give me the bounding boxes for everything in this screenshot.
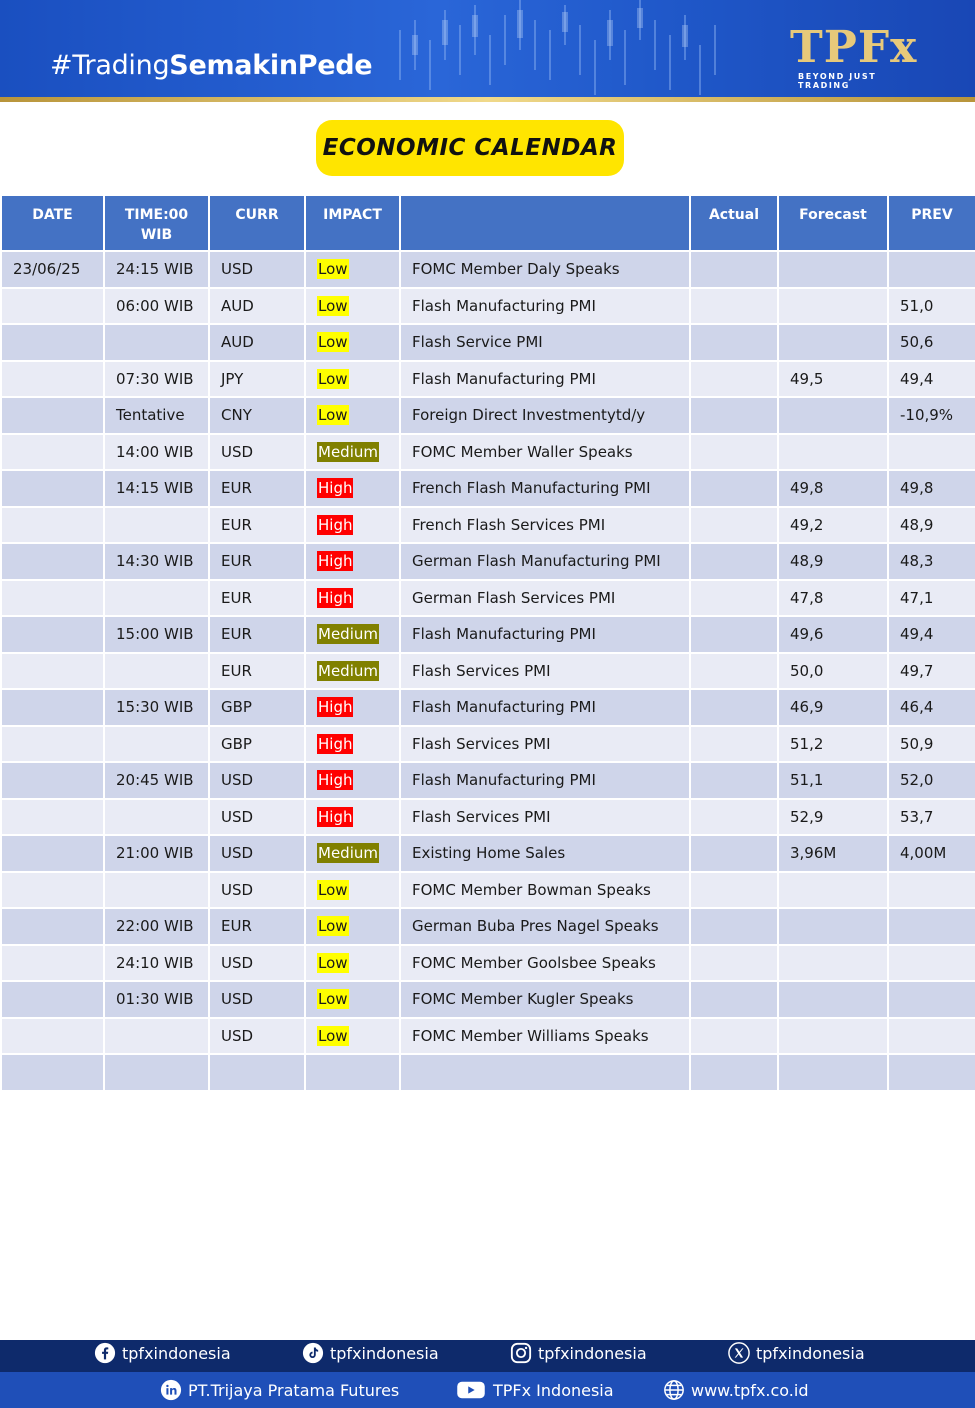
- cell-curr: USD: [209, 434, 305, 471]
- cell-impact: [305, 507, 400, 544]
- cell-event: Foreign Direct Investmentytd/y: [400, 397, 690, 434]
- cell-date: [1, 726, 104, 763]
- cell-time: 24:15 WIB: [104, 251, 209, 288]
- cell-prev: -10,9%: [888, 397, 975, 434]
- cell-time: Tentative: [104, 397, 209, 434]
- cell-prev: [888, 908, 975, 945]
- cell-prev: 48,9: [888, 507, 975, 544]
- logo-tagline: BEYOND JUST TRADING: [798, 72, 877, 90]
- impact-badge: Medium: [318, 442, 378, 461]
- table-body: [1, 251, 975, 1091]
- x-label: tpfxindonesia: [756, 1343, 865, 1363]
- impact-badge: High: [318, 807, 353, 826]
- table-header-row: [1, 195, 975, 251]
- cell-actual: [690, 835, 778, 872]
- cell-time: 06:00 WIB: [104, 288, 209, 325]
- footer-website[interactable]: [663, 1379, 808, 1401]
- cell-event: Flash Service PMI: [400, 324, 690, 361]
- cell-time: 22:00 WIB: [104, 908, 209, 945]
- impact-badge: Low: [318, 406, 348, 425]
- cell-event: Flash Manufacturing PMI: [400, 616, 690, 653]
- impact-badge: High: [318, 698, 353, 717]
- cell-date: [1, 835, 104, 872]
- header-forecast: Forecast: [778, 195, 888, 251]
- cell-actual: [690, 543, 778, 580]
- cell-prev: [888, 251, 975, 288]
- header-time: TIME:00 WIB: [104, 195, 209, 251]
- cell-curr: USD: [209, 981, 305, 1018]
- cell-event: Flash Manufacturing PMI: [400, 689, 690, 726]
- cell-impact: [305, 689, 400, 726]
- cell-time: 15:00 WIB: [104, 616, 209, 653]
- cell-actual: [690, 616, 778, 653]
- cell-time: 14:00 WIB: [104, 434, 209, 471]
- cell-impact: [305, 653, 400, 690]
- cell-date: [1, 361, 104, 398]
- cell-forecast: [778, 981, 888, 1018]
- cell-event: FOMC Member Goolsbee Speaks: [400, 945, 690, 982]
- cell-forecast: [778, 1018, 888, 1055]
- cell-event: German Flash Manufacturing PMI: [400, 543, 690, 580]
- cell-forecast: 51,2: [778, 726, 888, 763]
- cell-prev: [888, 1018, 975, 1055]
- table-row: [1, 799, 975, 836]
- facebook-label: tpfxindonesia: [122, 1343, 231, 1363]
- cell-time: [104, 799, 209, 836]
- cell-impact: [305, 981, 400, 1018]
- cell-prev: [888, 872, 975, 909]
- cell-time: 14:15 WIB: [104, 470, 209, 507]
- cell-forecast: 49,8: [778, 470, 888, 507]
- cell-time: [104, 580, 209, 617]
- cell-date: [1, 1054, 104, 1091]
- cell-prev: 46,4: [888, 689, 975, 726]
- gold-divider: [0, 97, 975, 102]
- impact-badge: High: [318, 734, 353, 753]
- cell-event: FOMC Member Williams Speaks: [400, 1018, 690, 1055]
- cell-prev: 4,00M: [888, 835, 975, 872]
- cell-curr: AUD: [209, 324, 305, 361]
- cell-curr: JPY: [209, 361, 305, 398]
- cell-impact: [305, 908, 400, 945]
- cell-date: [1, 872, 104, 909]
- table-row: [1, 251, 975, 288]
- cell-actual: [690, 288, 778, 325]
- cell-actual: [690, 434, 778, 471]
- impact-badge: Low: [318, 917, 348, 936]
- tiktok-icon: [302, 1342, 324, 1364]
- header-date: DATE: [1, 195, 104, 251]
- table-row: [1, 981, 975, 1018]
- cell-time: [104, 1054, 209, 1091]
- table-row: [1, 397, 975, 434]
- page-title: ECONOMIC CALENDAR: [316, 120, 624, 176]
- cell-impact: [305, 762, 400, 799]
- tpfx-logo: [790, 22, 930, 90]
- cell-event: Flash Services PMI: [400, 726, 690, 763]
- header-curr: CURR: [209, 195, 305, 251]
- cell-prev: 48,3: [888, 543, 975, 580]
- cell-curr: USD: [209, 799, 305, 836]
- cell-prev: [888, 434, 975, 471]
- cell-actual: [690, 945, 778, 982]
- cell-forecast: [778, 397, 888, 434]
- cell-forecast: [778, 1054, 888, 1091]
- table-row: [1, 324, 975, 361]
- cell-event: Existing Home Sales: [400, 835, 690, 872]
- cell-prev: [888, 981, 975, 1018]
- youtube-icon: [455, 1379, 487, 1401]
- linkedin-label: PT.Trijaya Pratama Futures: [188, 1380, 400, 1400]
- cell-time: 20:45 WIB: [104, 762, 209, 799]
- cell-curr: USD: [209, 945, 305, 982]
- cell-actual: [690, 689, 778, 726]
- cell-impact: [305, 288, 400, 325]
- cell-event: FOMC Member Waller Speaks: [400, 434, 690, 471]
- cell-event: FOMC Member Kugler Speaks: [400, 981, 690, 1018]
- cell-time: 01:30 WIB: [104, 981, 209, 1018]
- cell-event: German Flash Services PMI: [400, 580, 690, 617]
- impact-badge: Medium: [318, 625, 378, 644]
- cell-curr: EUR: [209, 580, 305, 617]
- impact-badge: High: [318, 515, 353, 534]
- cell-prev: 49,4: [888, 616, 975, 653]
- header-prev: PREV: [888, 195, 975, 251]
- cell-time: [104, 726, 209, 763]
- header-event: [400, 195, 690, 251]
- cell-event: French Flash Manufacturing PMI: [400, 470, 690, 507]
- instagram-icon: [510, 1342, 532, 1364]
- cell-actual: [690, 324, 778, 361]
- cell-event: Flash Services PMI: [400, 653, 690, 690]
- cell-date: [1, 762, 104, 799]
- cell-curr: EUR: [209, 543, 305, 580]
- cell-impact: [305, 616, 400, 653]
- cell-forecast: 49,5: [778, 361, 888, 398]
- cell-time: [104, 1018, 209, 1055]
- cell-actual: [690, 251, 778, 288]
- cell-forecast: 47,8: [778, 580, 888, 617]
- impact-badge: Low: [318, 990, 348, 1009]
- table-row: [1, 653, 975, 690]
- cell-date: [1, 580, 104, 617]
- cell-date: [1, 908, 104, 945]
- cell-curr: GBP: [209, 726, 305, 763]
- cell-actual: [690, 1018, 778, 1055]
- cell-prev: 49,7: [888, 653, 975, 690]
- logo-text: TPFx: [790, 22, 918, 73]
- cell-forecast: [778, 908, 888, 945]
- cell-curr: [209, 1054, 305, 1091]
- cell-event: FOMC Member Bowman Speaks: [400, 872, 690, 909]
- cell-curr: USD: [209, 762, 305, 799]
- table-row: [1, 835, 975, 872]
- cell-actual: [690, 580, 778, 617]
- table-row: [1, 361, 975, 398]
- cell-impact: [305, 543, 400, 580]
- cell-actual: [690, 762, 778, 799]
- cell-prev: 47,1: [888, 580, 975, 617]
- cell-curr: USD: [209, 1018, 305, 1055]
- facebook-icon: [94, 1342, 116, 1364]
- cell-time: 21:00 WIB: [104, 835, 209, 872]
- cell-impact: [305, 945, 400, 982]
- cell-date: [1, 799, 104, 836]
- cell-impact: [305, 470, 400, 507]
- cell-prev: 49,8: [888, 470, 975, 507]
- cell-date: 23/06/25: [1, 251, 104, 288]
- cell-event: German Buba Pres Nagel Speaks: [400, 908, 690, 945]
- cell-curr: EUR: [209, 507, 305, 544]
- cell-date: [1, 434, 104, 471]
- website-label: www.tpfx.co.id: [691, 1380, 809, 1400]
- cell-forecast: [778, 434, 888, 471]
- table-row: [1, 507, 975, 544]
- cell-curr: USD: [209, 872, 305, 909]
- cell-curr: EUR: [209, 653, 305, 690]
- cell-prev: 49,4: [888, 361, 975, 398]
- cell-impact: [305, 361, 400, 398]
- impact-badge: Low: [318, 333, 348, 352]
- cell-impact: [305, 835, 400, 872]
- cell-forecast: 3,96M: [778, 835, 888, 872]
- cell-forecast: 46,9: [778, 689, 888, 726]
- footer-facebook[interactable]: [94, 1342, 231, 1364]
- cell-impact: [305, 397, 400, 434]
- cell-actual: [690, 653, 778, 690]
- cell-forecast: [778, 324, 888, 361]
- table-row: [1, 908, 975, 945]
- cell-curr: USD: [209, 835, 305, 872]
- table-row: [1, 945, 975, 982]
- cell-impact: [305, 434, 400, 471]
- header-banner: [0, 0, 975, 100]
- cell-impact: [305, 799, 400, 836]
- cell-actual: [690, 1054, 778, 1091]
- impact-badge: High: [318, 479, 353, 498]
- cell-time: [104, 653, 209, 690]
- footer-x[interactable]: [728, 1342, 865, 1364]
- cell-impact: [305, 251, 400, 288]
- cell-curr: AUD: [209, 288, 305, 325]
- cell-impact: [305, 726, 400, 763]
- tiktok-label: tpfxindonesia: [330, 1343, 439, 1363]
- cell-forecast: 49,6: [778, 616, 888, 653]
- cell-prev: 53,7: [888, 799, 975, 836]
- impact-badge: Low: [318, 260, 348, 279]
- cell-event: Flash Manufacturing PMI: [400, 762, 690, 799]
- cell-curr: EUR: [209, 616, 305, 653]
- cell-prev: [888, 945, 975, 982]
- cell-actual: [690, 908, 778, 945]
- cell-forecast: 48,9: [778, 543, 888, 580]
- table-row: [1, 1018, 975, 1055]
- cell-event: FOMC Member Daly Speaks: [400, 251, 690, 288]
- cell-date: [1, 324, 104, 361]
- cell-time: 14:30 WIB: [104, 543, 209, 580]
- instagram-label: tpfxindonesia: [538, 1343, 647, 1363]
- cell-time: 15:30 WIB: [104, 689, 209, 726]
- cell-forecast: 50,0: [778, 653, 888, 690]
- cell-curr: USD: [209, 251, 305, 288]
- table-row: [1, 872, 975, 909]
- chart-decoration: [380, 0, 840, 100]
- cell-event: [400, 1054, 690, 1091]
- cell-curr: CNY: [209, 397, 305, 434]
- impact-badge: Low: [318, 296, 348, 315]
- cell-date: [1, 945, 104, 982]
- cell-actual: [690, 981, 778, 1018]
- cell-date: [1, 616, 104, 653]
- impact-badge: Low: [318, 953, 348, 972]
- impact-badge: High: [318, 552, 353, 571]
- hashtag-text: #TradingSemakinPede: [50, 50, 373, 81]
- cell-date: [1, 507, 104, 544]
- footer-youtube[interactable]: [455, 1379, 614, 1401]
- cell-forecast: [778, 872, 888, 909]
- cell-forecast: [778, 288, 888, 325]
- cell-impact: [305, 1054, 400, 1091]
- linkedin-icon: [160, 1379, 182, 1401]
- cell-forecast: 49,2: [778, 507, 888, 544]
- cell-date: [1, 543, 104, 580]
- cell-impact: [305, 1018, 400, 1055]
- cell-date: [1, 689, 104, 726]
- cell-date: [1, 981, 104, 1018]
- cell-event: Flash Manufacturing PMI: [400, 361, 690, 398]
- cell-curr: EUR: [209, 470, 305, 507]
- cell-actual: [690, 507, 778, 544]
- table-row: [1, 762, 975, 799]
- impact-badge: High: [318, 771, 353, 790]
- cell-actual: [690, 799, 778, 836]
- table-row: [1, 616, 975, 653]
- economic-calendar-table: [0, 194, 975, 1092]
- impact-badge: Low: [318, 1026, 348, 1045]
- cell-actual: [690, 361, 778, 398]
- cell-time: 07:30 WIB: [104, 361, 209, 398]
- cell-event: Flash Manufacturing PMI: [400, 288, 690, 325]
- cell-prev: 50,6: [888, 324, 975, 361]
- youtube-label: TPFx Indonesia: [493, 1380, 614, 1400]
- cell-event: Flash Services PMI: [400, 799, 690, 836]
- cell-event: French Flash Services PMI: [400, 507, 690, 544]
- footer-linkedin[interactable]: [160, 1379, 399, 1401]
- cell-curr: GBP: [209, 689, 305, 726]
- table-row: [1, 434, 975, 471]
- cell-curr: EUR: [209, 908, 305, 945]
- header-actual: Actual: [690, 195, 778, 251]
- table-row: [1, 726, 975, 763]
- header-impact: IMPACT: [305, 195, 400, 251]
- cell-date: [1, 288, 104, 325]
- cell-actual: [690, 470, 778, 507]
- cell-date: [1, 397, 104, 434]
- cell-actual: [690, 397, 778, 434]
- cell-time: [104, 872, 209, 909]
- globe-icon: [663, 1379, 685, 1401]
- cell-prev: 52,0: [888, 762, 975, 799]
- impact-badge: [317, 1062, 319, 1082]
- cell-prev: [888, 1054, 975, 1091]
- impact-badge: Low: [318, 880, 348, 899]
- x-icon: [728, 1342, 750, 1364]
- impact-badge: Medium: [318, 661, 378, 680]
- cell-time: [104, 324, 209, 361]
- cell-impact: [305, 580, 400, 617]
- cell-forecast: [778, 251, 888, 288]
- impact-badge: Low: [318, 369, 348, 388]
- cell-forecast: 52,9: [778, 799, 888, 836]
- table-row: [1, 1054, 975, 1091]
- table-row: [1, 689, 975, 726]
- table-row: [1, 580, 975, 617]
- cell-forecast: 51,1: [778, 762, 888, 799]
- table-row: [1, 288, 975, 325]
- impact-badge: High: [318, 588, 353, 607]
- cell-prev: 51,0: [888, 288, 975, 325]
- cell-actual: [690, 726, 778, 763]
- cell-forecast: [778, 945, 888, 982]
- cell-impact: [305, 872, 400, 909]
- impact-badge: Medium: [318, 844, 378, 863]
- cell-date: [1, 653, 104, 690]
- cell-actual: [690, 872, 778, 909]
- footer-instagram[interactable]: [510, 1342, 647, 1364]
- cell-time: [104, 507, 209, 544]
- cell-date: [1, 470, 104, 507]
- cell-date: [1, 1018, 104, 1055]
- cell-prev: 50,9: [888, 726, 975, 763]
- cell-impact: [305, 324, 400, 361]
- table-row: [1, 470, 975, 507]
- cell-time: 24:10 WIB: [104, 945, 209, 982]
- table-row: [1, 543, 975, 580]
- footer-tiktok[interactable]: [302, 1342, 439, 1364]
